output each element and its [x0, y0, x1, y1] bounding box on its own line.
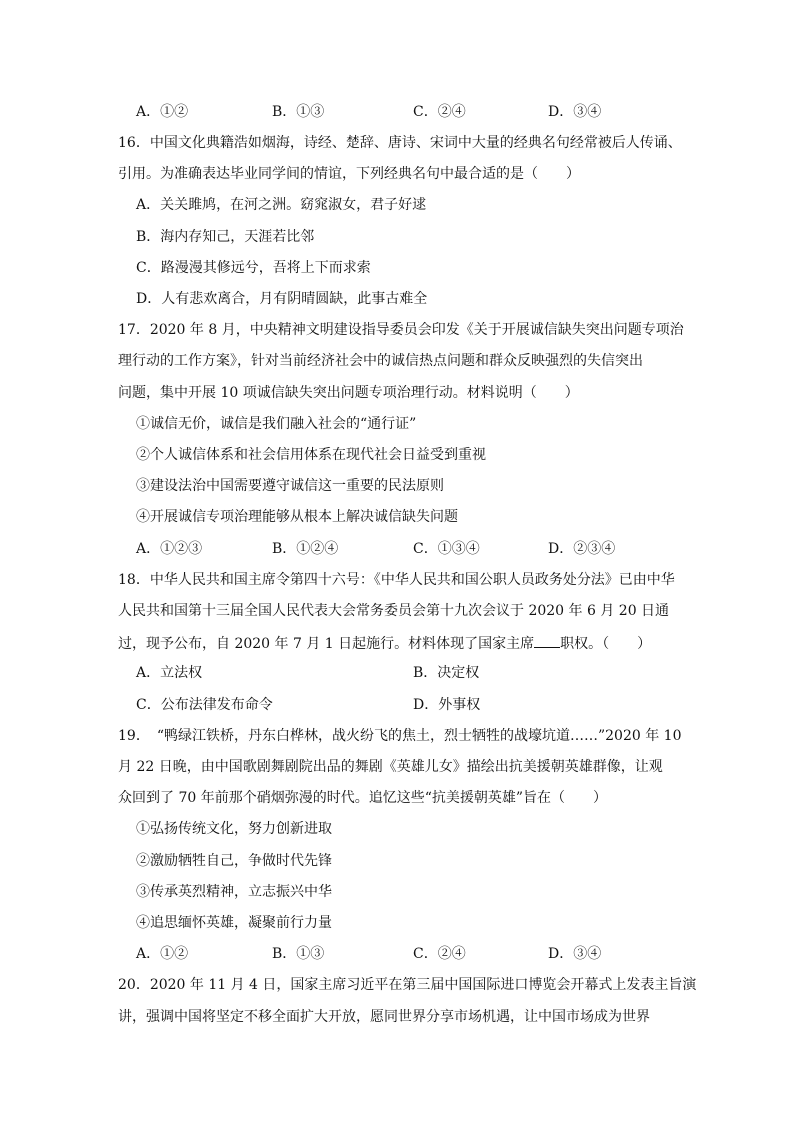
q16-option-d[interactable]: D．人有悲欢离合，月有阴晴圆缺，此事古难全	[136, 291, 428, 307]
q17-item-2: ②个人诚信体系和社会信用体系在现代社会日益受到重视	[136, 447, 486, 463]
q19-item-4: ④追思缅怀英雄，凝聚前行力量	[136, 915, 332, 931]
q18-stem-line-3	[118, 633, 651, 653]
q17-option-c[interactable]: C．①③④	[413, 541, 480, 557]
q18-option-a[interactable]: A．立法权	[136, 665, 203, 681]
q15-option-b[interactable]: B．①③	[272, 104, 325, 120]
q17-item-3: ③建设法治中国需要遵守诚信这一重要的民法原则	[136, 478, 444, 494]
q15-option-a[interactable]: A．①②	[136, 104, 189, 120]
q19-stem-line-2: 月 22 日晚，由中国歌剧舞剧院出品的舞剧《英雄儿女》描绘出抗美援朝英雄群像，让观	[118, 759, 663, 775]
q19-option-c[interactable]: C．②④	[413, 946, 466, 962]
q19-option-b[interactable]: B．①③	[272, 946, 325, 962]
q18-stem-line-3-after: 职权。（ ）	[560, 636, 652, 652]
q17-stem-line-2: 理行动的工作方案》，针对当前经济社会中的诚信热点问题和群众反映强烈的失信突出	[118, 353, 643, 369]
q17-option-a[interactable]: A．①②③	[136, 541, 203, 557]
q18-option-d[interactable]: D．外事权	[413, 697, 481, 713]
q18-option-c[interactable]: C．公布法律发布命令	[136, 697, 273, 713]
q20-stem-line-2: 讲，强调中国将坚定不移全面扩大开放，愿同世界分享市场机遇，让中国市场成为世界	[118, 1009, 650, 1025]
q16-stem-line-2: 引用。为准确表达毕业同学间的情谊，下列经典名句中最合适的是（ ）	[118, 166, 580, 182]
q19-stem-line-3: 众回到了 70 年前那个硝烟弥漫的时代。追忆这些“抗美援朝英雄”旨在（ ）	[118, 790, 608, 806]
q17-stem-line-1: 17．2020 年 8 月，中央精神文明建设指导委员会印发《关于开展诚信缺失突出问题专项治	[118, 322, 684, 338]
q18-option-b[interactable]: B．决定权	[413, 665, 480, 681]
q19-item-3: ③传承英烈精神，立志振兴中华	[136, 884, 332, 900]
q18-stem-line-1: 18．中华人民共和国主席令第四十六号：《中华人民共和国公职人员政务处分法》已由中华	[118, 572, 675, 588]
q17-option-d[interactable]: D．②③④	[548, 541, 616, 557]
q19-option-a[interactable]: A．①②	[136, 946, 189, 962]
q17-item-4: ④开展诚信专项治理能够从根本上解决诚信缺失问题	[136, 509, 458, 525]
q19-stem-line-1: 19． “鸭绿江铁桥，丹东白桦林，战火纷飞的焦土，烈士牺牲的战壕坑道……”2020 年 10	[118, 728, 682, 744]
q20-stem-line-1: 20．2020 年 11 月 4 日，国家主席习近平在第三届中国国际进口博览会开幕式上发表主旨演	[118, 977, 697, 993]
q18-stem-line-2: 人民共和国第十三届全国人民代表大会常务委员会第十九次会议于 2020 年 6 月 20 日通	[118, 603, 670, 619]
q19-item-1: ①弘扬传统文化，努力创新进取	[136, 821, 332, 837]
q15-option-c[interactable]: C．②④	[413, 104, 466, 120]
q16-stem-line-1: 16．中国文化典籍浩如烟海，诗经、楚辞、唐诗、宋词中大量的经典名句经常被后人传诵、	[118, 135, 682, 151]
q19-item-2: ②激励牺牲自己，争做时代先锋	[136, 853, 332, 869]
q17-option-b[interactable]: B．①②④	[272, 541, 339, 557]
q18-stem-line-3-before: 过，现予公布，自 2020 年 7 月 1 日起施行。材料体现了国家主席	[118, 636, 535, 652]
q16-option-c[interactable]: C．路漫漫其修远兮，吾将上下而求索	[136, 260, 371, 276]
q16-option-b[interactable]: B．海内存知己，天涯若比邻	[136, 229, 315, 245]
q17-stem-line-3: 问题，集中开展 10 项诚信缺失突出问题专项治理行动。材料说明（ ）	[118, 385, 579, 401]
q16-option-a[interactable]: A．关关雎鸠，在河之洲。窈窕淑女，君子好逑	[136, 197, 427, 213]
q19-option-d[interactable]: D．③④	[548, 946, 602, 962]
q18-answer-blank[interactable]	[534, 633, 560, 648]
q15-option-d[interactable]: D．③④	[548, 104, 602, 120]
q17-item-1: ①诚信无价，诚信是我们融入社会的“通行证”	[136, 416, 417, 432]
